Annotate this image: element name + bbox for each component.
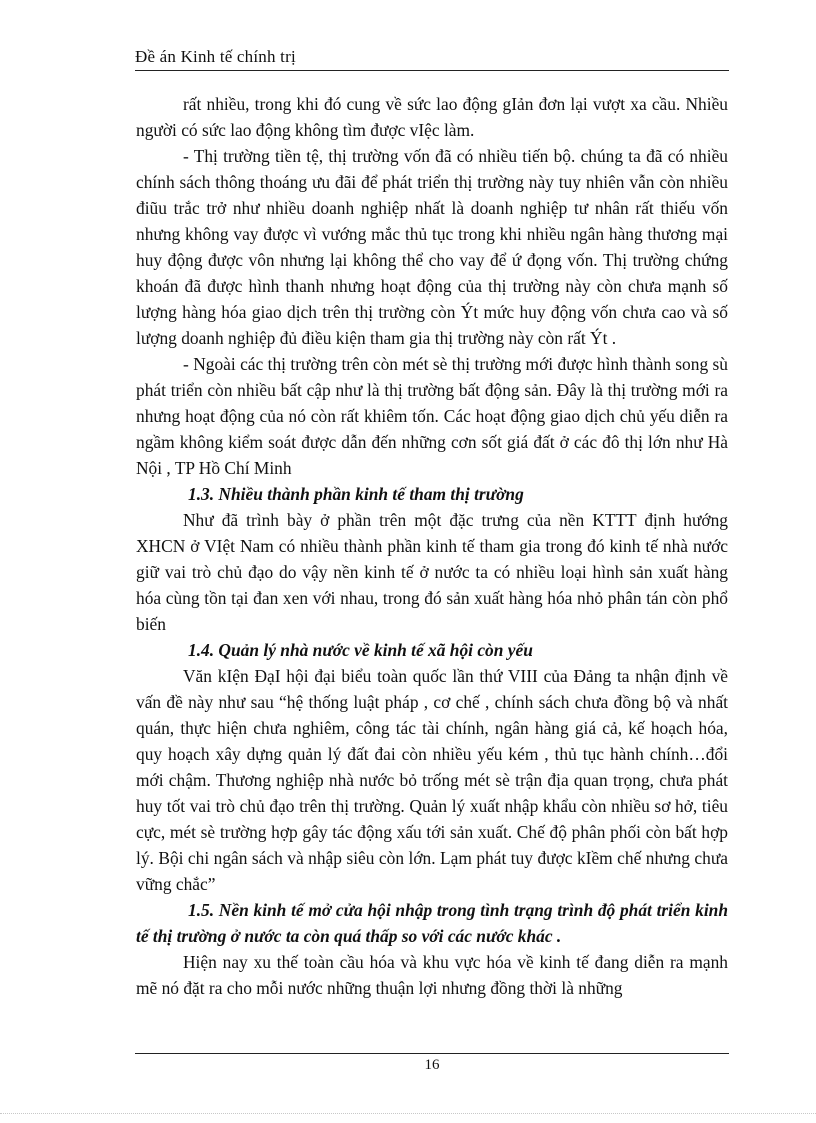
page-number: 16 <box>424 1057 440 1073</box>
footer-divider <box>135 1053 729 1054</box>
section-heading-1-3: 1.3. Nhiều thành phần kinh tế tham thị trường <box>188 484 524 504</box>
page-header-title: Đề án Kinh tế chính trị <box>135 47 296 66</box>
paragraph-state-management: Văn kIện ĐạI hội đại biểu toàn quốc lần thứ VIII của Đảng ta nhận định về vấn đề này như sau “hệ thống luật pháp , cơ chế , chính sách chưa đồng bộ và nhất quán, thực hiện chưa nghiêm, công tác tài chính, ngân hàng giá cả, kế hoạch hóa, quy hoạch xây dựng quản lý đất đai còn nhiều yếu kém , thủ tục hành chính…đổi mới chậm. Thương nghiệp nhà nước bỏ trống mét sè trận địa quan trọng, chưa phát huy tốt vai trò chủ đạo trên thị trường. Quản lý xuất nhập khẩu còn nhiều sơ hở, tiêu cực, mét sè trường hợp gây tác động xấu tới sản xuất. Chế độ phân phối còn bất hợp lý. Bội chi ngân sách và nhập siêu còn lớn. Lạm phát tuy được kIềm chế nhưng chưa vững chắc” <box>136 666 728 894</box>
header-divider <box>135 70 729 71</box>
page-body <box>136 91 728 1001</box>
paragraph-globalization: Hiện nay xu thế toàn cầu hóa và khu vực hóa về kinh tế đang diễn ra mạnh mẽ nó đặt ra cho mỗi nước những thuận lợi nhưng đồng thời là những <box>136 952 728 998</box>
paragraph-economic-sectors: Như đã trình bày ở phần trên một đặc trưng của nền KTTT định hướng XHCN ở VIệt Nam có nhiều thành phần kinh tế tham gia trong đó kinh tế nhà nước giữ vai trò chủ đạo do vậy nền kinh tế ở nước ta có nhiều loại hình sản xuất hàng hóa cùng tồn tại đan xen với nhau, trong đó sản xuất hàng hóa nhỏ phân tán còn phổ biến <box>136 510 728 634</box>
section-heading-1-4: 1.4. Quản lý nhà nước về kinh tế xã hội còn yếu <box>188 640 533 660</box>
section-heading-1-5: 1.5. Nền kinh tế mở cửa hội nhập trong tình trạng trình độ phát triển kinh tế thị trường ở nước ta còn quá thấp so với các nước khác . <box>136 900 728 946</box>
page-bottom-edge <box>0 1113 816 1114</box>
paragraph-capital-market: - Thị trường tiền tệ, thị trường vốn đã có nhiều tiến bộ. chúng ta đã có nhiều chính sách thông thoáng ưu đãi để phát triển thị trường này tuy nhiên vẫn còn nhiều điũu trắc trở như nhiều doanh nghiệp nhất là doanh nghiệp tư nhân rất thiếu vốn nhưng không vay được vì vướng mắc thủ tục trong khi nhiều ngân hàng thương mại huy động được vôn nhưng lại không thể cho vay để ứ đọng vốn. Thị trường chứng khoán đã được hình thanh nhưng hoạt động của thị trường này còn chưa mạnh số lượng hàng hóa giao dịch trên thị trường còn Ýt mức huy động vốn chưa cao và số lượng doanh nghiệp đủ điều kiện tham gia thị trường này còn rất Ýt . <box>136 146 728 348</box>
paragraph-real-estate-market: - Ngoài các thị trường trên còn mét sè thị trường mới được hình thành song sù phát triển còn nhiều bất cập như là thị trường bất động sản. Đây là thị trường mới ra nhưng hoạt động của nó còn rất khiêm tốn. Các hoạt động giao dịch chủ yếu diễn ra ngầm không kiểm soát được dẫn đến những cơn sốt giá đất ở các đô thị lớn như Hà Nội , TP Hồ Chí Minh <box>136 354 728 478</box>
paragraph-labor-market: rất nhiều, trong khi đó cung về sức lao động gIản đơn lại vượt xa cầu. Nhiều người có sức lao động không tìm được vIệc làm. <box>136 94 728 140</box>
